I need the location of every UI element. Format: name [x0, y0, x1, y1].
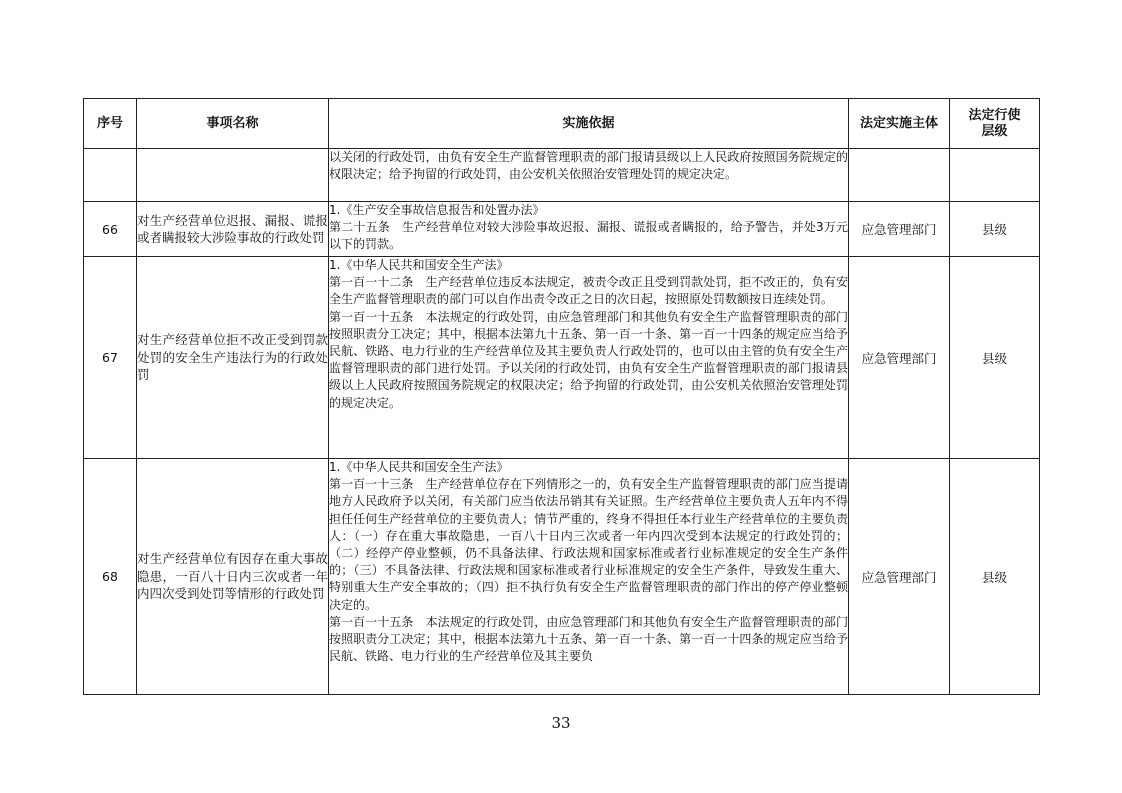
basis-paragraph: 1.《生产安全事故信息报告和处置办法》 — [329, 203, 545, 217]
row-level: 县级 — [950, 257, 1040, 459]
row-level: 县级 — [950, 459, 1040, 695]
header-level-label: 法定行使层级 — [968, 107, 1021, 139]
row-no: 67 — [84, 257, 137, 459]
page-number: 33 — [551, 714, 571, 732]
row-name — [137, 149, 329, 202]
basis-paragraph: 第二十五条 生产经营单位对较大涉险事故迟报、漏报、谎报或者瞒报的，给予警告，并处3万元以下的罚款。 — [329, 220, 848, 252]
row-name: 对生产经营单位迟报、漏报、谎报或者瞒报较大涉险事故的行政处罚 — [137, 202, 329, 257]
row-subject: 应急管理部门 — [849, 257, 950, 459]
row-basis — [329, 257, 849, 459]
basis-paragraph: 第一百一十二条 生产经营单位违反本法规定，被责令改正且受到罚款处罚，拒不改正的，负有安全生产监督管理职责的部门可以自作出责令改正之日的次日起，按照原处罚数额按日连续处罚。 — [329, 275, 848, 307]
row-subject: 应急管理部门 — [849, 459, 950, 695]
row-level — [950, 149, 1040, 202]
row-basis — [329, 202, 849, 257]
row-basis — [329, 459, 849, 695]
row-no: 66 — [84, 202, 137, 257]
row-basis — [329, 149, 849, 202]
table-row — [84, 257, 1040, 459]
row-no — [84, 149, 137, 202]
basis-paragraph: 第一百一十三条 生产经营单位存在下列情形之一的，负有安全生产监督管理职责的部门应当提请地方人民政府予以关闭，有关部门应当依法吊销其有关证照。生产经营单位主要负责人五年内不得担任任何生产经营单位的主要负责人；情节严重的，终身不得担任本行业生产经营单位的主要负责人：（一）存在重大事故隐患，一百八十日内三次或者一年内四次受到本法规定的行政处罚的；（二）经停产停业整顿，仍不具备法律、行政法规和国家标准或者行业标准规定的安全生产条件的；（三）不具备法律、行政法规和国家标准或者行业标准规定的安全生产条件，导致发生重大、特别重大生产安全事故的；（四）拒不执行负有安全生产监督管理职责的部门作出的停产停业整顿决定的。 — [329, 477, 848, 612]
header-basis: 实施依据 — [329, 99, 849, 149]
row-name: 对生产经营单位拒不改正受到罚款处罚的安全生产违法行为的行政处罚 — [137, 257, 329, 459]
table-row — [84, 149, 1040, 202]
header-subject: 法定实施主体 — [849, 99, 950, 149]
table-header-row — [84, 99, 1040, 149]
header-level — [950, 99, 1040, 149]
row-level: 县级 — [950, 202, 1040, 257]
basis-paragraph: 第一百一十五条 本法规定的行政处罚，由应急管理部门和其他负有安全生产监督管理职责的部门按照职责分工决定；其中，根据本法第九十五条、第一百一十条、第一百一十四条的规定应当给予民航、铁路、电力行业的生产经营单位及其主要负 — [329, 614, 848, 664]
row-no: 68 — [84, 459, 137, 695]
basis-paragraph: 1.《中华人民共和国安全生产法》 — [329, 258, 509, 272]
row-subject — [849, 149, 950, 202]
header-name: 事项名称 — [137, 99, 329, 149]
basis-paragraph: 第一百一十五条 本法规定的行政处罚，由应急管理部门和其他负有安全生产监督管理职责的部门按照职责分工决定；其中，根据本法第九十五条、第一百一十条、第一百一十四条的规定应当给予民航、铁路、电力行业的生产经营单位及其主要负责人行政处罚的，也可以由主管的负有安全生产监督管理职责的部门进行处罚。予以关闭的行政处罚，由负有安全生产监督管理职责的部门报请县级以上人民政府按照国务院规定的权限决定；给予拘留的行政处罚，由公安机关依照治安管理处罚的规定决定。 — [329, 309, 848, 410]
row-subject: 应急管理部门 — [849, 202, 950, 257]
regulation-table — [83, 98, 1040, 695]
row-name: 对生产经营单位有因存在重大事故隐患，一百八十日内三次或者一年内四次受到处罚等情形的行政处罚 — [137, 459, 329, 695]
table-row — [84, 459, 1040, 695]
table-row — [84, 202, 1040, 257]
header-no: 序号 — [84, 99, 137, 149]
basis-paragraph: 1.《中华人民共和国安全生产法》 — [329, 460, 509, 474]
basis-paragraph: 以关闭的行政处罚，由负有安全生产监督管理职责的部门报请县级以上人民政府按照国务院规定的权限决定；给予拘留的行政处罚，由公安机关依照治安管理处罚的规定决定。 — [329, 150, 848, 182]
